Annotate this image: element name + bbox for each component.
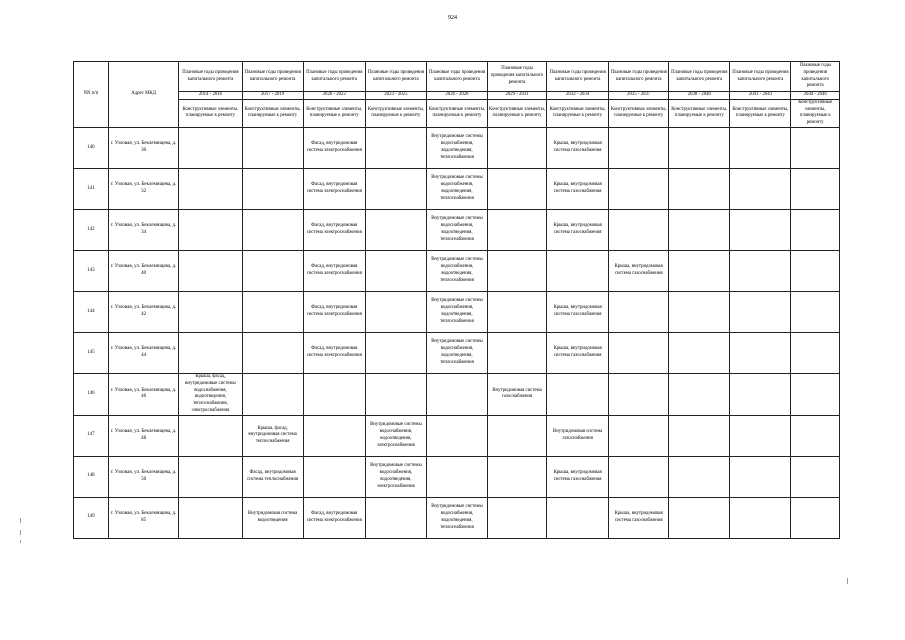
repair-cell (303, 373, 365, 415)
repair-cell (488, 291, 547, 332)
header-plan-label: Плановые годы проведения капитального ремонта (242, 62, 303, 92)
repair-cell (730, 291, 791, 332)
repair-cell (488, 497, 547, 538)
repair-cell (609, 456, 669, 497)
header-plan-label: Плановые годы проведения капитального ремонта (488, 62, 547, 92)
repair-cell (791, 209, 840, 250)
header-elements-label: Конструктивные элементы, планируемые к ремонту (669, 99, 730, 127)
repair-cell (669, 168, 730, 209)
row-number: 142 (74, 209, 109, 250)
header-period: 2038 - 2040 (669, 92, 730, 100)
header-elements-label: Конструктивные элементы, планируемые к ремонту (547, 99, 609, 127)
header-plan-label: Плановые годы проведения капитального ремонта (669, 62, 730, 92)
header-period: 2014 - 2016 (179, 92, 242, 100)
header-period: 2026 - 2028 (426, 92, 487, 100)
repair-cell (730, 209, 791, 250)
repair-cell (179, 415, 242, 456)
header-num: NN п/п (74, 62, 109, 128)
row-address: г. Узловая, ул. Беклемищева, д. 34 (108, 209, 179, 250)
table-row (74, 127, 840, 168)
repair-cell: Крыша, внутридомовая система газоснабжения (547, 209, 609, 250)
repair-cell: Внутридомовая система водоотведения (242, 497, 303, 538)
repair-cell: Внутридомовые системы водоснабжения, водоотведения, теплоснабжения (426, 168, 487, 209)
row-address: г. Узловая, ул. Беклемищева, д. 30 (108, 127, 179, 168)
header-plan-label: Плановые годы проведения капитального ремонта (609, 62, 669, 92)
scan-mark (20, 540, 21, 543)
row-number: 149 (74, 497, 109, 538)
header-period: 2020 - 2022 (303, 92, 365, 100)
row-address: г. Узловая, ул. Беклемищева, д. 46 (108, 373, 179, 415)
repair-cell (365, 209, 426, 250)
page-number: 924 (448, 15, 457, 21)
repair-cell (547, 497, 609, 538)
header-plan-label: Плановые годы проведения капитального ремонта (426, 62, 487, 92)
repair-cell (791, 291, 840, 332)
repair-cell (791, 127, 840, 168)
repair-cell (791, 497, 840, 538)
row-number: 145 (74, 332, 109, 373)
repair-cell (730, 373, 791, 415)
repair-cell: Крыша, фасад, внутридомовые системы водоснабжения, водоотведения, теплоснабжения, электроснабжения (179, 373, 242, 415)
repair-cell: Внутридомовые системы водоснабжения, водоотведения, электроснабжения (365, 456, 426, 497)
table-row (74, 332, 840, 373)
repair-cell: Крыша, внутридомовая система газоснабжения (547, 456, 609, 497)
repair-cell (179, 332, 242, 373)
repair-cell (791, 415, 840, 456)
table-row (74, 497, 840, 538)
repair-cell (179, 250, 242, 291)
repair-cell (669, 373, 730, 415)
header-period: 2041 - 2043 (730, 92, 791, 100)
repair-cell (730, 497, 791, 538)
repair-cell (791, 373, 840, 415)
header-elements-label: Конструктивные элементы, планируемые к ремонту (609, 99, 669, 127)
repair-cell (730, 127, 791, 168)
repair-cell (303, 415, 365, 456)
repair-cell (488, 415, 547, 456)
repair-cell: Крыша, внутридомовая система газоснабжения (547, 332, 609, 373)
repair-cell (426, 456, 487, 497)
repair-cell: Внутридомовые системы водоснабжения, водоотведения, теплоснабжения (426, 497, 487, 538)
repair-cell (365, 168, 426, 209)
repair-cell (488, 127, 547, 168)
header-period: 2023 - 2025 (365, 92, 426, 100)
repair-cell: Фасад, внутридомовая система электроснабжения (303, 127, 365, 168)
header-elements-label: Конструктивные элементы, планируемые к ремонту (303, 99, 365, 127)
table-row (74, 209, 840, 250)
repair-cell: Фасад, внутридомовая система теплоснабжения (242, 456, 303, 497)
header-period: 2029 - 2031 (488, 92, 547, 100)
repair-cell (609, 332, 669, 373)
header-plan-label: Плановые годы проведения капитального ремонта (179, 62, 242, 92)
header-elements-label: Конструктивные элементы, планируемые к ремонту (730, 99, 791, 127)
repair-cell (609, 415, 669, 456)
repair-cell: Фасад, внутридомовая система электроснабжения (303, 332, 365, 373)
repair-cell (365, 373, 426, 415)
table-header (74, 62, 840, 128)
repair-cell (669, 127, 730, 168)
repair-cell (179, 209, 242, 250)
repair-cell (365, 497, 426, 538)
repair-cell (242, 127, 303, 168)
repair-cell (609, 373, 669, 415)
repair-cell (426, 415, 487, 456)
row-number: 143 (74, 250, 109, 291)
repair-cell (488, 209, 547, 250)
table-row (74, 373, 840, 415)
table-row (74, 291, 840, 332)
repair-cell (242, 291, 303, 332)
repair-cell: Крыша, внутридомовая система газоснабжения (609, 497, 669, 538)
repair-cell: Внутридомовые системы водоснабжения, водоотведения, теплоснабжения (426, 209, 487, 250)
header-elements-label: Конструктивные элементы, планируемые к ремонту (488, 99, 547, 127)
repair-cell: Крыша, внутридомовая система газоснабжения (547, 291, 609, 332)
table-row (74, 415, 840, 456)
header-elements-label: Конструктивные элементы, планируемые к ремонту (791, 99, 840, 127)
repair-cell (242, 250, 303, 291)
row-number: 147 (74, 415, 109, 456)
repair-cell (242, 332, 303, 373)
repair-cell (547, 250, 609, 291)
header-plan-label: Плановые годы проведения капитального ремонта (547, 62, 609, 92)
repair-cell (730, 415, 791, 456)
repair-cell: Крыша, внутридомовая система газоснабжения (547, 127, 609, 168)
repair-cell: Фасад, внутридомовая система электроснабжения (303, 209, 365, 250)
header-period: 2035 - 2037 (609, 92, 669, 100)
row-address: г. Узловая, ул. Беклемищева, д. 42 (108, 291, 179, 332)
row-address: г. Узловая, ул. Беклемищева, д. 48 (108, 415, 179, 456)
table-body (74, 127, 840, 538)
row-address: г. Узловая, ул. Беклемищева, д. 50 (108, 456, 179, 497)
row-number: 140 (74, 127, 109, 168)
capital-repair-table (73, 61, 840, 539)
repair-cell: Фасад, внутридомовая система электроснабжения (303, 497, 365, 538)
header-address: Адрес МКД (108, 62, 179, 128)
scan-mark (847, 578, 848, 584)
table-row (74, 250, 840, 291)
repair-cell (609, 127, 669, 168)
repair-cell (791, 168, 840, 209)
repair-cell: Фасад, внутридомовая система электроснабжения (303, 250, 365, 291)
header-period: 2032 - 2034 (547, 92, 609, 100)
row-number: 144 (74, 291, 109, 332)
repair-cell (669, 209, 730, 250)
repair-cell (730, 332, 791, 373)
repair-cell (179, 456, 242, 497)
repair-cell: Фасад, внутридомовая система электроснабжения (303, 291, 365, 332)
header-elements-label: Конструктивные элементы, планируемые к ремонту (242, 99, 303, 127)
header-elements-label: Конструктивные элементы, планируемые к ремонту (426, 99, 487, 127)
repair-cell (669, 291, 730, 332)
repair-cell (791, 332, 840, 373)
header-plan-label: Плановые годы проведения капитального ремонта (365, 62, 426, 92)
table-row (74, 456, 840, 497)
repair-cell (791, 250, 840, 291)
repair-cell (179, 168, 242, 209)
scan-mark (20, 530, 21, 535)
row-number: 148 (74, 456, 109, 497)
header-period: 2017 - 2019 (242, 92, 303, 100)
table-row (74, 168, 840, 209)
header-plan-label: Плановые годы проведения капитального ремонта (730, 62, 791, 92)
repair-cell (242, 373, 303, 415)
repair-cell (730, 168, 791, 209)
repair-cell (609, 291, 669, 332)
row-number: 146 (74, 373, 109, 415)
repair-cell: Фасад, внутридомовая система электроснабжения (303, 168, 365, 209)
repair-cell (488, 332, 547, 373)
repair-cell (488, 456, 547, 497)
repair-cell: Внутридомовая система газоснабжения (488, 373, 547, 415)
repair-cell (730, 456, 791, 497)
repair-cell: Крыша, внутридомовая система газоснабжения (547, 168, 609, 209)
header-period: 2044 - 2046 (791, 92, 840, 100)
header-elements-label: Конструктивные элементы, планируемые к ремонту (365, 99, 426, 127)
repair-cell (179, 291, 242, 332)
repair-cell: Крыша, внутридомовая система газоснабжения (609, 250, 669, 291)
repair-cell (365, 291, 426, 332)
header-plan-label: Плановые годы проведения капитального ремонта (303, 62, 365, 92)
repair-cell (669, 332, 730, 373)
repair-cell: Внутридомовая система газоснабжения (547, 415, 609, 456)
repair-cell (365, 127, 426, 168)
scan-mark (20, 518, 21, 523)
repair-cell: Внутридомовые системы водоснабжения, водоотведения, теплоснабжения (426, 127, 487, 168)
row-address: г. Узловая, ул. Беклемищева, д. 32 (108, 168, 179, 209)
repair-cell (488, 250, 547, 291)
repair-cell (242, 168, 303, 209)
repair-cell (365, 250, 426, 291)
repair-cell: Внутридомовые системы водоснабжения, водоотведения, теплоснабжения (426, 291, 487, 332)
row-number: 141 (74, 168, 109, 209)
repair-cell (547, 373, 609, 415)
header-elements-label: Конструктивные элементы, планируемые к ремонту (179, 99, 242, 127)
repair-cell: Крыша, фасад, внутридомовая система теплоснабжения (242, 415, 303, 456)
row-address: г. Узловая, ул. Беклемищева, д. 40 (108, 250, 179, 291)
repair-cell (179, 127, 242, 168)
repair-cell (730, 250, 791, 291)
header-plan-label: Плановые годы проведения капитального ремонта (791, 62, 840, 92)
repair-cell (669, 250, 730, 291)
repair-cell (609, 209, 669, 250)
repair-cell (488, 168, 547, 209)
repair-cell: Внутридомовые системы водоснабжения, водоотведения, теплоснабжения (426, 332, 487, 373)
repair-cell (365, 332, 426, 373)
repair-cell (179, 497, 242, 538)
repair-cell: Внутридомовые системы водоснабжения, водоотведения, теплоснабжения (426, 250, 487, 291)
repair-cell (669, 456, 730, 497)
repair-cell: Внутридомовые системы водоснабжения, водоотведения, электроснабжения (365, 415, 426, 456)
repair-cell (609, 168, 669, 209)
repair-cell (669, 415, 730, 456)
repair-cell (669, 497, 730, 538)
repair-cell (303, 456, 365, 497)
repair-cell (242, 209, 303, 250)
repair-cell (426, 373, 487, 415)
row-address: г. Узловая, ул. Беклемищева, д. 44 (108, 332, 179, 373)
row-address: г. Узловая, ул. Беклемищева, д. 85 (108, 497, 179, 538)
repair-cell (791, 456, 840, 497)
